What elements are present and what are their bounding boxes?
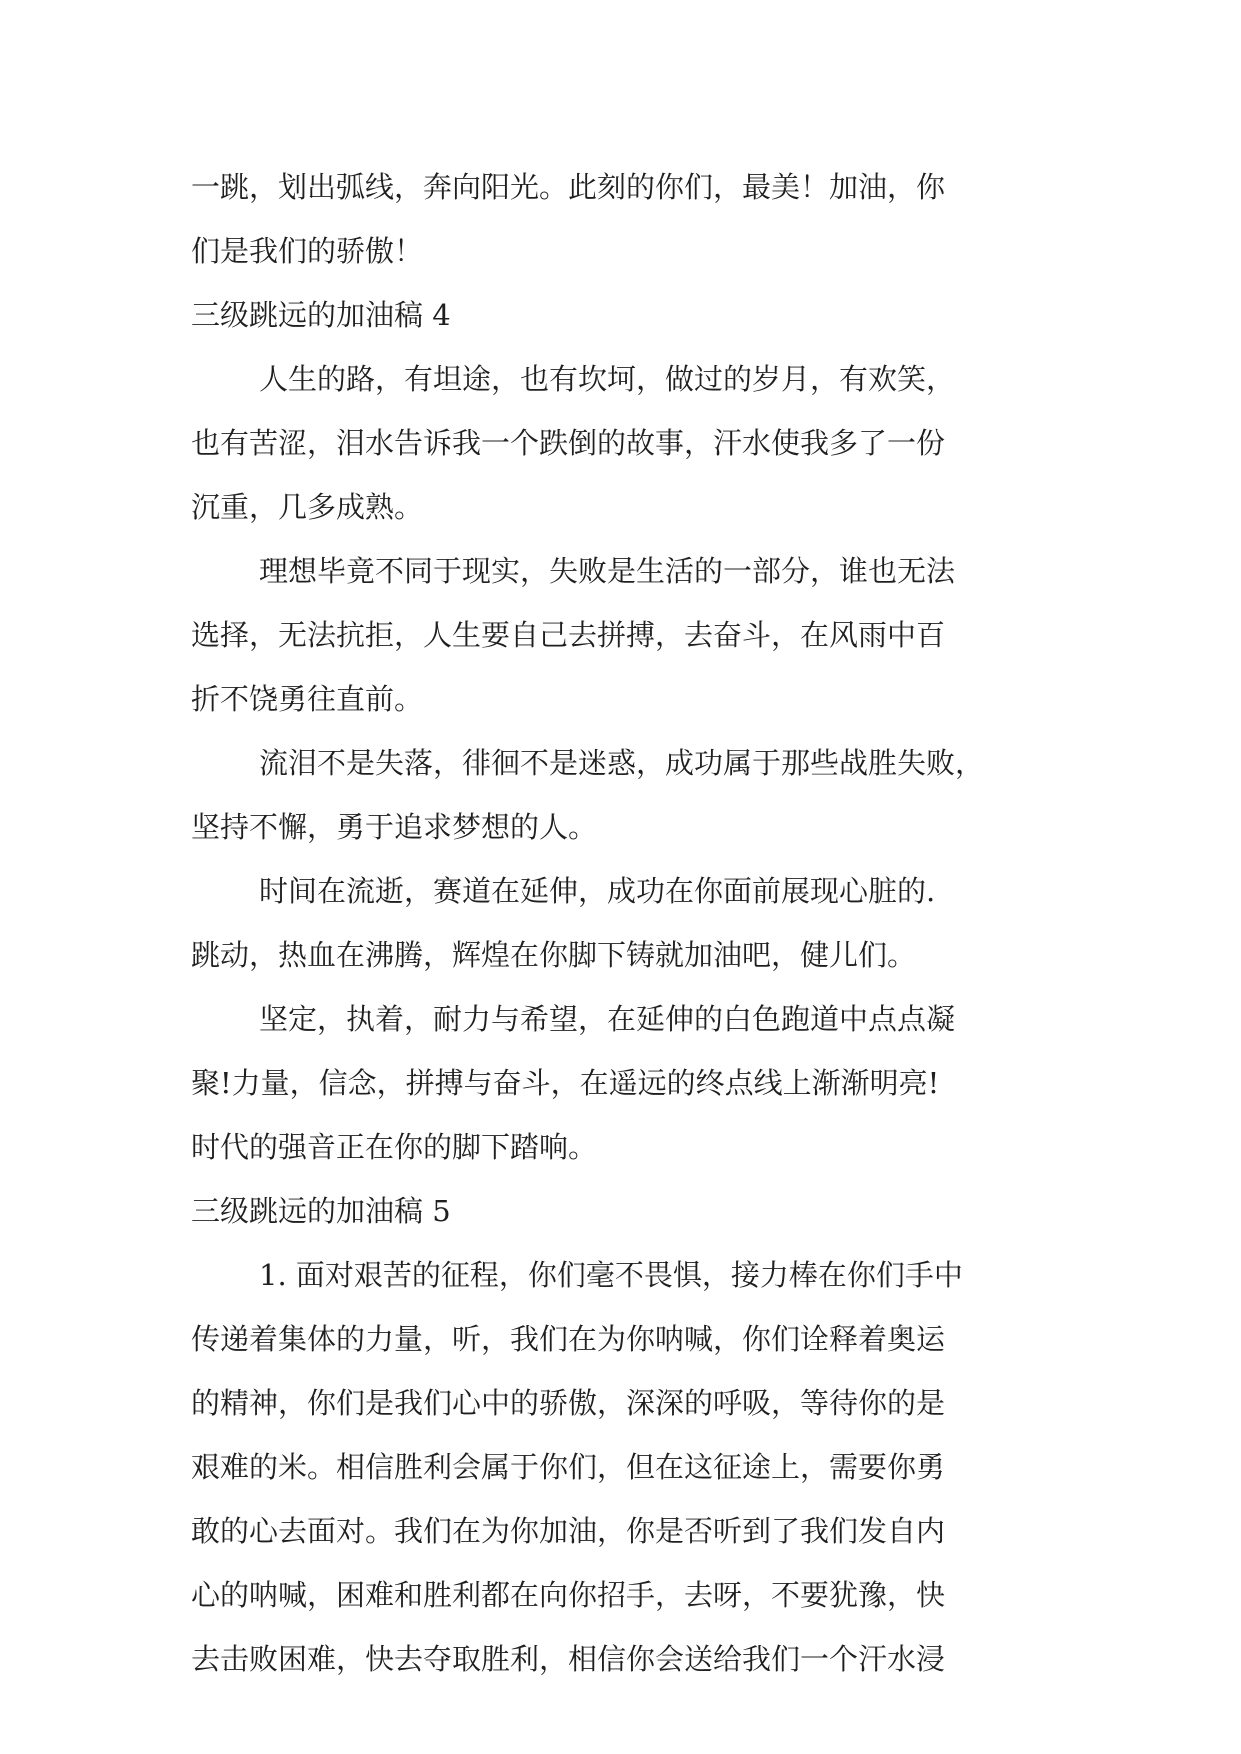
- text-line: 选择，无法抗拒，人生要自己去拼搏，去奋斗，在风雨中百: [191, 618, 946, 652]
- text-line: 也有苦涩，泪水告诉我一个跌倒的故事，汗水使我多了一份: [191, 426, 946, 460]
- text-line: 传递着集体的力量，听，我们在为你呐喊，你们诠释着奥运: [191, 1322, 946, 1356]
- paragraph-first-line: 人生的路，有坦途，也有坎坷，做过的岁月，有欢笑，: [259, 362, 956, 396]
- text-line: 沉重，几多成熟。: [191, 490, 424, 524]
- text-line: 心的呐喊，困难和胜利都在向你招手，去呀，不要犹豫，快: [191, 1578, 946, 1612]
- text-line: 敢的心去面对。我们在为你加油，你是否听到了我们发自内: [191, 1514, 946, 1548]
- text-line: 折不饶勇往直前。: [191, 682, 424, 716]
- text-line: 聚!力量，信念，拼搏与奋斗，在遥远的终点线上渐渐明亮!: [191, 1066, 940, 1100]
- text-line: 时代的强音正在你的脚下踏响。: [191, 1130, 598, 1164]
- text-line: 去击败困难，快去夺取胜利，相信你会送给我们一个汗水浸: [191, 1642, 946, 1676]
- document-body: [191, 155, 1063, 1691]
- section-heading: 三级跳远的加油稿 5: [191, 1194, 451, 1228]
- text-line: 们是我们的骄傲！: [191, 234, 424, 268]
- text-line: 坚持不懈，勇于追求梦想的人。: [191, 810, 598, 844]
- paragraph-first-line: 坚定，执着，耐力与希望，在延伸的白色跑道中点点凝: [259, 1002, 956, 1036]
- paragraph-first-line: 1. 面对艰苦的征程，你们毫不畏惧，接力棒在你们手中: [259, 1258, 963, 1292]
- paragraph-first-line: 理想毕竟不同于现实，失败是生活的一部分，谁也无法: [259, 554, 956, 588]
- paragraph-first-line: 时间在流逝，赛道在延伸，成功在你面前展现心脏的.: [259, 874, 936, 908]
- section-heading: 三级跳远的加油稿 4: [191, 298, 451, 332]
- text-line: 跳动，热血在沸腾，辉煌在你脚下铸就加油吧，健儿们。: [191, 938, 917, 972]
- text-line: 艰难的米。相信胜利会属于你们，但在这征途上，需要你勇: [191, 1450, 946, 1484]
- text-line: 一跳，划出弧线，奔向阳光。此刻的你们，最美！加油，你: [191, 170, 946, 204]
- paragraph-first-line: 流泪不是失落，徘徊不是迷惑，成功属于那些战胜失败，: [259, 746, 985, 780]
- text-line: 的精神，你们是我们心中的骄傲，深深的呼吸，等待你的是: [191, 1386, 946, 1420]
